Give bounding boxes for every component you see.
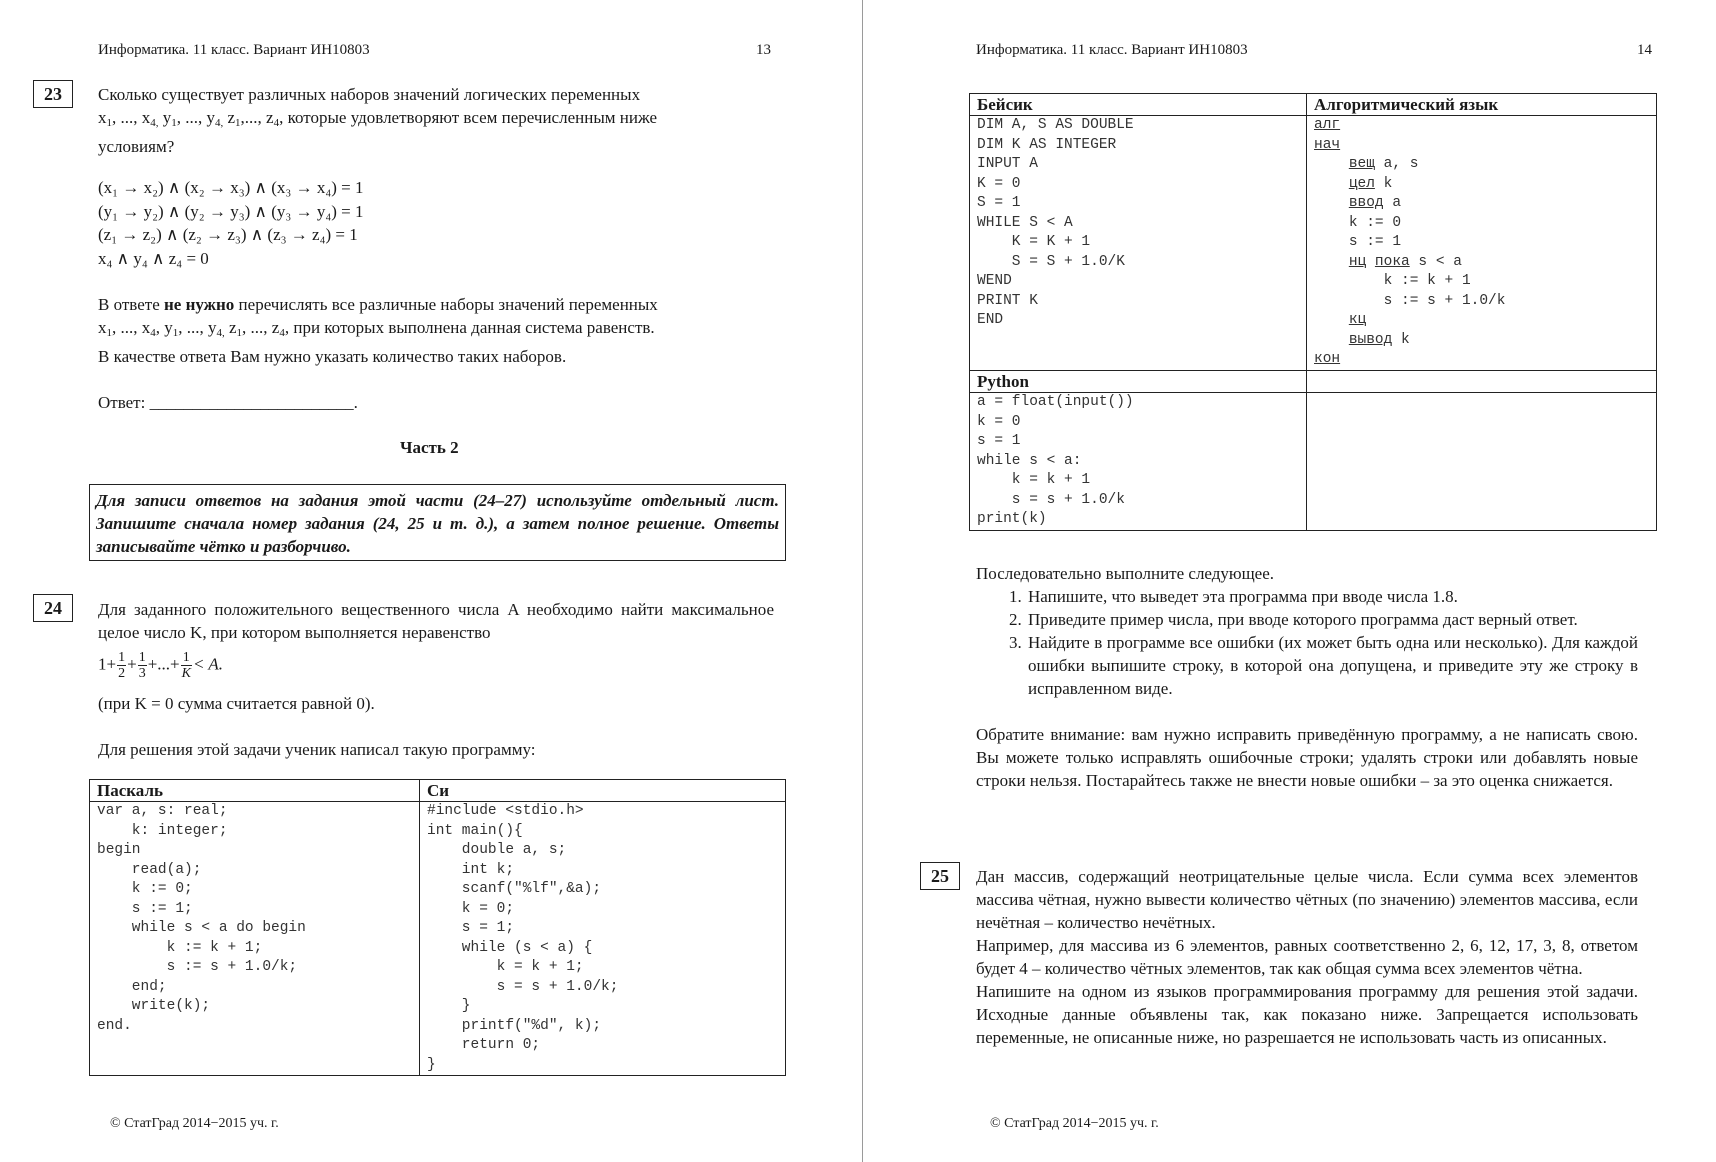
keyword: цел <box>1348 175 1375 192</box>
code-text: a, s <box>1374 156 1419 172</box>
text: < A. <box>192 654 224 674</box>
code-table-pascal-c <box>89 779 786 1076</box>
keyword: нач <box>1314 136 1341 153</box>
question-number-24: 24 <box>33 594 73 622</box>
question-23-text <box>98 83 774 158</box>
code-text: k <box>1392 331 1410 348</box>
column-head-alg: Алгоритмический язык <box>1307 94 1657 116</box>
text: при которых выполнена данная система равенств. <box>293 318 655 337</box>
column-head-pascal: Паскаль <box>90 780 420 802</box>
column-head-c: Си <box>420 780 786 802</box>
q23-intro: Сколько существует различных наборов значений логических переменных <box>98 85 641 104</box>
keyword: ввод <box>1348 195 1384 211</box>
code-text: k := 0 <box>1348 214 1402 231</box>
page-footer: © СтатГрад 2014−2015 уч. г. <box>110 1116 279 1131</box>
question-number-25: 25 <box>920 862 960 890</box>
text: 1+ <box>98 654 117 674</box>
part-2-instructions: Для записи ответов на задания этой части (24–27) используйте отдельный лист. Запишите сначала номер задания (24, 25 и т. д.), а затем полное решение. Ответы записывайте чётко и разборчиво. <box>89 484 786 561</box>
right-page <box>864 0 1716 1162</box>
keyword: алг <box>1314 117 1341 133</box>
text: В качестве ответа Вам нужно указать количество таких наборов. <box>98 347 567 366</box>
task-item: 1. Напишите, что выведет эта программа при вводе числа 1.8. <box>1026 585 1638 608</box>
page-header: Информатика. 11 класс. Вариант ИН10803 <box>976 42 1248 58</box>
code-table-basic-alg-python <box>969 93 1657 531</box>
code-text: s := s + 1.0/k <box>1383 292 1506 309</box>
fraction: $\frac{1}{2}$ <box>118 650 126 681</box>
question-24-text: Для заданного положительного вещественного числа A необходимо найти максимальное целое число K, при котором выполняется неравенство <box>98 600 774 642</box>
code-text: k <box>1374 175 1393 192</box>
page-number: 13 <box>756 42 771 58</box>
code-basic: DIM A, S AS DOUBLE DIM K AS INTEGER INPUT A K = 0 S = 1 WHILE S < A K = K + 1 S = S + 1.0/K WEND PRINT K END <box>977 117 1134 328</box>
question-number-23: 23 <box>33 80 73 108</box>
formula-line: (z₁ → z₂) ∧ (z₂ → z₃) ∧ (z₃ → z₄) = 1 <box>98 225 358 244</box>
code-algorithmic <box>1314 116 1649 370</box>
formula-line: (x₁ → x₂) ∧ (x₂ → x₃) ∧ (x₃ → x₄) = 1 <box>98 178 364 197</box>
q24-inequality: 1+ $\frac{1}{2}$ + $\frac{1}{3}$ +...+ $\frac{1}{K}$ < A. <box>98 650 224 681</box>
code-pascal: var a, s: real; k: integer; begin read(a); k := 0; s := 1; while s < a do begin k := k + 1; s := s + 1.0/k; end; write(k); end. <box>97 803 306 1034</box>
code-python: a = float(input()) k = 0 s = 1 while s < a: k = k + 1 s = s + 1.0/k print(k) <box>977 394 1134 527</box>
column-head-basic: Бейсик <box>970 94 1307 116</box>
q24-program-intro: Для решения этой задачи ученик написал такую программу: <box>98 740 536 759</box>
page-divider <box>862 0 863 1162</box>
code-c: #include <stdio.h> int main(){ double a, s; int k; scanf("%lf",&a); k = 0; s = 1; while (s < a) { k = k + 1; s = s + 1.0/k; } printf("%d", k); return 0; } <box>427 803 619 1073</box>
attention-note: Обратите внимание: вам нужно исправить приведённую программу, а не написать свою. Вы можете только исправлять ошибочные строки; удалять строки или добавлять новые строки нельзя. Постарайтесь также не внести новые ошибки – за это оценка снижается. <box>976 725 1638 790</box>
task-item: 2. Приведите пример числа, при вводе которого программа даст верный ответ. <box>1026 608 1638 631</box>
q23-answer-instructions: В ответе не нужно перечислять все различные наборы значений переменных $x_1$, ..., $x_4$, $y_1$, ..., $y_{4,}$ $z_1$, ..., $z_4$, при которых выполнена данная система равенств. В качестве ответа Вам нужно указать количество таких наборов. <box>98 295 658 366</box>
bold-text: не нужно <box>164 295 235 314</box>
fraction: $\frac{1}{K}$ <box>181 650 191 681</box>
keyword: вывод <box>1348 331 1393 348</box>
paragraph: Напишите на одном из языков программирования программу для решения этой задачи. Исходные данные объявлены так, как показано ниже. Запрещается использовать переменные, не описанные ниже, но разрешается не использовать часть из описанных. <box>976 982 1638 1047</box>
task-intro: Последовательно выполните следующее. <box>976 564 1275 583</box>
keyword: кц <box>1348 312 1367 328</box>
formula-line: (y₁ → y₂) ∧ (y₂ → y₃) ∧ (y₃ → y₄) = 1 <box>98 201 364 221</box>
q23-intro-end: условиям? <box>98 137 175 156</box>
code-text: a <box>1383 195 1402 211</box>
fraction: $\frac{1}{3}$ <box>138 650 146 681</box>
column-head-python: Python <box>970 371 1307 393</box>
task-list <box>976 585 1638 700</box>
code-text: k := k + 1 <box>1383 273 1471 289</box>
code-text: s < a <box>1409 253 1462 270</box>
code-text: s := 1 <box>1348 234 1402 250</box>
page-footer: © СтатГрад 2014−2015 уч. г. <box>990 1116 1159 1131</box>
keyword: пока <box>1374 253 1410 270</box>
page-number: 14 <box>1637 42 1652 58</box>
q23-vars: $x_1$, ..., $x_{4,}$ $y_1$, ..., $y_{4,}$ $z_1$,..., $z_4$, которые удовлетворяют всем перечисленным ниже <box>98 108 658 129</box>
part-2-title: Часть 2 <box>400 438 459 457</box>
q23-formula-system <box>98 176 364 270</box>
keyword: нц <box>1348 253 1367 270</box>
paragraph: Дан массив, содержащий неотрицательные целые числа. Если сумма всех элементов массива чётная, нужно вывести количество чётных (по значению) элементов массива, если нечётная – количество нечётных. <box>976 867 1638 932</box>
keyword: вещ <box>1348 156 1375 172</box>
text: В ответе <box>98 295 164 314</box>
task-item: 3. Найдите в программе все ошибки (их может быть одна или несколько). Для каждой ошибки выпишите строку, в которой она допущена, и приведите эту же строку в исправленном виде. <box>1026 631 1638 700</box>
question-25-text <box>976 865 1638 1049</box>
paragraph: Например, для массива из 6 элементов, равных соответственно 2, 6, 12, 17, 3, 8, ответом будет 4 – количество чётных элементов, так как общая сумма всех элементов чётна. <box>976 936 1638 978</box>
page-header: Информатика. 11 класс. Вариант ИН10803 <box>98 42 370 58</box>
answer-field: Ответ: ________________________. <box>98 393 358 412</box>
formula-line: x₄ ∧ y₄ ∧ z₄ = 0 <box>98 248 209 268</box>
q24-note: (при K = 0 сумма считается равной 0). <box>98 694 375 713</box>
keyword: кон <box>1314 351 1341 367</box>
text: перечислять все различные наборы значений переменных <box>234 295 658 314</box>
